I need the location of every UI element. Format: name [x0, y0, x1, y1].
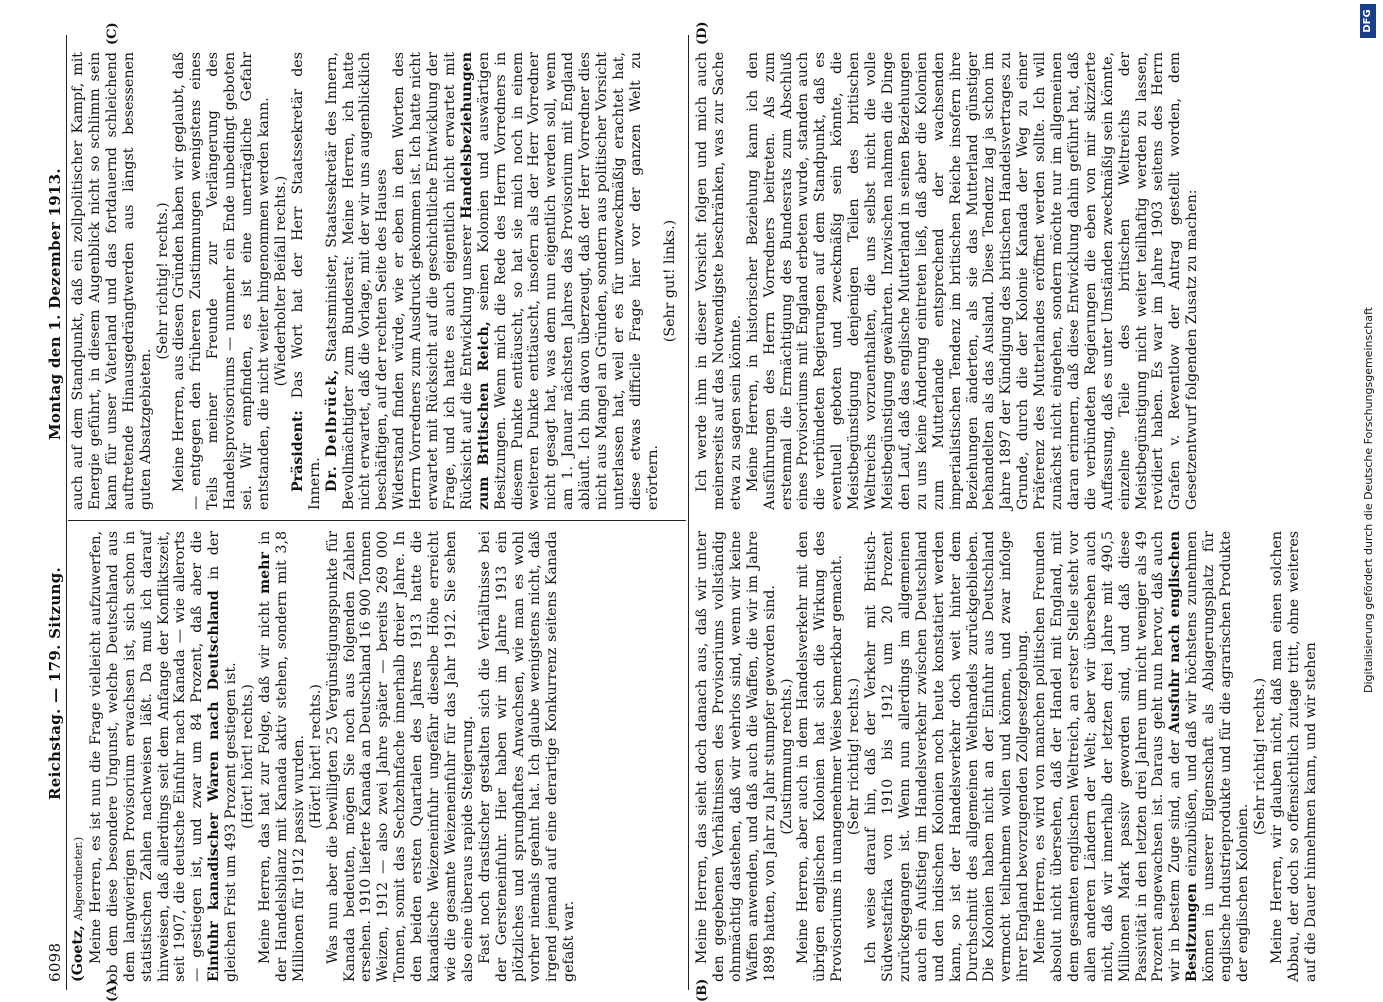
section-rule	[688, 35, 689, 990]
margin-mark-a: (A)	[105, 979, 120, 1002]
interjection: (Sehr richtig! rechts.)	[1251, 677, 1268, 836]
header-rule	[66, 35, 67, 990]
speaker-role: Abgeordneter.)	[72, 836, 85, 921]
digitization-credit: Digitalisierung gefördert durch die Deutsche Forschungsgemeinschaft	[1362, 307, 1375, 693]
paragraph: Meine Herren, es wird von manchen politischen Freunden absolut nicht übersehen, daß der Handel mit England, mit dem gesamten englischen Weltreich, an erster Stelle steht vor allen anderen Ländern der Welt; aber wir übersehen auch nicht, daß wir innerhalb der letzten drei Jahre mit 490,5 Millionen Mark passiv geworden sind, und daß diese Passivität in den letzten drei Jahren um nicht weniger als 49 Prozent angewachsen ist. Daraus geht nun hervor, daß auch wir in bestem Zuge sind, an der Ausfuhr nach englischen Besitzungen einzubüßen, und daß wir höchstens zunehmen können in unserer Eigenschaft als Ablagerungsplatz für englische Industrieprodukte und für die agrarischen Produkte der englischen Kolonien.	[1032, 530, 1251, 982]
speaker-line: Dr. Delbrück, Staatsminister, Staatssekretär des Innern, Bevollmächtigter zum Bundesrat: Meine Herren, ich hatte nicht erwartet, daß die Vorlage, mit der wir uns augenblicklich beschäftigen, auf der rechten Seite des Hauses	[323, 51, 391, 510]
interjection: (Zustimmung rechts.)	[778, 678, 795, 835]
margin-mark-c: (C)	[105, 22, 120, 45]
text-column-4	[694, 52, 1308, 510]
paragraph: Ich weise darauf hin, daß der Verkehr mit Britisch-Südwestafrika von 1910 bis 1912 um 20 Prozent zurückgegangen ist. Wenn nun allerdings im allgemeinen auch ein Aufstieg im Handelsverkehr zwischen Deutschland und den indischen Kolonien noch heute konstatiert werden kann, so ist der Handelsverkehr doch weit hinter dem Durchschnitt des allgemeinen Welthandels zurückgeblieben. Die Kolonien haben nicht an der Einfuhr aus Deutschland vermocht teilnehmen wollen und können, und zwar infolge ihrer England bevorzugenden Zollgesetzgebung.	[863, 531, 1032, 982]
page-date: Montag den 1. Dezember 1913.	[46, 168, 64, 440]
paragraph: Fast noch drastischer gestalten sich die Verhältnisse bei der Gersteneinfuhr. Hier haben wir im Jahre 1913 ein plötzliches und sprunghaftes Anwachsen, wie man es wohl vorher niemals geahnt hat. Ich glaube wenigstens nicht, daß irgend jemand auf eine derartige Konkurrenz seitens Kanada gefaßt war.	[476, 531, 578, 982]
interjection: (Sehr gut! links.)	[661, 219, 678, 343]
paragraph: Meine Herren, in historischer Beziehung kann ich den Ausführungen des Herrn Vorredners beitreten. Als zum erstenmal die Ermächtigung des Bundesrats zum Abschluß eines Provisoriums mit England erbeten wurde, standen auch die verbündeten Regierungen auf dem Standpunkt, daß es eventuell geboten und zweckmäßig sein könnte, die Meistbegünstigung denjenigen Teilen des britischen Weltreichs vorzuenthalten, die uns selbst nicht die volle Meistbegünstigung gewährten. Inzwischen nahmen die Dinge den Lauf, daß das englische Mutterland in seinen Beziehungen zu uns keine Änderung eintreten ließ, daß aber die Kolonien zum Mutterlande entsprechend der wachsenden imperialistischen Tendenz im britischen Reiche insofern ihre Beziehungen änderten, als sie das Mutterland günstiger behandelten als das Ausland. Diese Tendenz lag ja schon im Jahre 1897 der Kündigung des britischen Handelsvertrages zu Grunde, durch die der Kolonie Kanada der Weg zu einer Präferenz des Mutterlandes eröffnet werden sollte. Ich will zunächst nicht eingehen, sondern möchte nur im allgemeinen daran erinnern, daß diese Entwicklung dahin geführt hat, daß die verbündeten Regierungen die eben von mir skizzierte Auffassung, daß es unter Umständen zweckmäßig sein könnte, einzelne Teile des britischen Weltreichs der Meistbegünstigung nicht weiter teilhaftig werden zu lassen, revidiert haben. Es war im Jahre 1903 seitens des Herrn Grafen v. Reventlow der Antrag gestellt worden, dem Gesetzentwurf folgenden Zusatz zu machen:	[744, 52, 1201, 510]
interjection: (Sehr richtig! rechts.)	[846, 677, 863, 836]
margin-mark-b: (B)	[695, 978, 710, 1002]
paragraph: Widerstand finden würde, wie er eben in den Worten des Herrn Vorredners zum Ausdruck gekommen ist. Ich hatte nicht erwartet mit Rücksicht auf die geschichtliche Entwicklung der Frage, und ich hatte es auch eigentlich nicht erwartet mit Rücksicht auf die Entwicklung unserer Handelsbeziehungen zum Britischen Reich, seinen Kolonien und auswärtigen Besitzungen. Wenn mich die Rede des Herrn Vorredners in diesem Punkte enttäuscht, so hat sie mich noch in einem weiteren Punkte enttäuscht, insofern als der Herr Vorredner nicht gesagt hat, was denn nun eigentlich werden soll, wenn am 1. Januar nächsten Jahres das Provisorium mit England abläuft. Ich bin davon überzeugt, daß der Herr Vorredner dies nicht aus Mangel an Gründen, sondern aus politischer Vorsicht unterlassen hat, weil er es für unzweckmäßig erachtet hat, diese etwas difficile Frage hier vor der ganzen Welt zu erörtern.	[391, 51, 661, 510]
dfg-logo: DFG	[1360, 4, 1376, 38]
speaker-name: (Goetz,	[70, 925, 86, 982]
running-header: Reichstag. — 179. Sitzung.	[46, 566, 64, 800]
paragraph: Was nun aber die bewilligten 25 Vergünstigungspunkte für Kanada bedeuten, mögen Sie noch aus folgenden Zahlen ersehen. 1910 lieferte Kanada an Deutschland 16 900 Tonnen Weizen, 1912 — also zwei Jahre später — bereits 269 000 Tonnen, somit das Sechzehnfache innerhalb dreier Jahre. In den beiden ersten Quartalen des Jahres 1913 hatte die kanadische Weizeneinfuhr ungefähr dieselbe Höhe erreicht wie die gesamte Weizeneinfuhr für das Jahr 1912. Sie sehen also eine überaus rapide Steigerung.	[324, 531, 476, 982]
paragraph: Meine Herren, aber auch in dem Handelsverkehr mit den übrigen englischen Kolonien hat sich die Wirkung des Provisoriums in unangenehmer Weise bemerkbar gemacht.	[795, 531, 846, 982]
margin-mark-d: (D)	[695, 21, 710, 45]
speaker-line	[70, 531, 88, 982]
paragraph: auch auf dem Standpunkt, daß ein zollpolitischer Kampf, mit Energie geführt, in diesem Augenblick nicht so schlimm sein kann für unser Vaterland und das fortdauernd schleichend auftretende Hinausgedrängtwerden aus längst besessenen guten Absatzgebieten.	[70, 52, 154, 510]
paragraph: Ich werde ihm in dieser Vorsicht folgen und mich auch meinerseits auf das Notwendigste beschränken, was zur Sache etwa zu sagen sein könnte.	[694, 52, 744, 510]
paragraph: Meine Herren, es ist nun die Frage vielleicht aufzuwerfen, ob dem diese besondere Ungunst, welche Deutschland aus dem langwierigen Provisorium erwachsen ist, sich schon in statistischen Zahlen nachweisen läßt. Da muß ich darauf hinweisen, daß allerdings seit dem Anfange der Konfliktszeit, seit 1907, die deutsche Einfuhr nach Kanada — wie allerorts — gestiegen ist, und zwar um 84 Prozent, daß aber die Einfuhr kanadischer Waren nach Deutschland in der gleichen Frist um 493 Prozent gestiegen ist.	[87, 531, 240, 982]
paragraph: Meine Herren, wir glauben nicht, daß man einen solchen Abbau, der doch so offensichtlich zutage tritt, ohne weiteres auf die Dauer hinnehmen kann, und wir stehen	[1268, 531, 1319, 982]
paragraph: Meine Herren, das hat zur Folge, daß wir nicht mehr in der Handelsbilanz mit Kanada aktiv stehen, sondern mit 3,8 Millionen für 1912 passiv wurden.	[256, 531, 307, 982]
page-number: 6098	[46, 942, 64, 982]
president-line: Präsident: Das Wort hat der Herr Staatssekretär des Innern.	[289, 52, 323, 510]
interjection: (Hört! hört! rechts.)	[240, 684, 257, 829]
paragraph: Meine Herren, aus diesen Gründen haben wir geglaubt, daß — entgegen den früheren Zustimmungen wenigstens eines Teils meiner Freunde zur Verlängerung des Handelsprovisoriums — nunmehr ein Ende unbedingt geboten sei. Wir empfinden, es ist eine unerträgliche Gefahr entstanden, die nicht weiter hingenommen werden kann.	[171, 52, 272, 510]
interjection: (Sehr richtig! rechts.)	[154, 202, 171, 360]
text-column-3	[694, 530, 1319, 982]
interjection: (Wiederholter Beifall rechts.)	[272, 175, 289, 387]
interjection: (Hört! hört! rechts.)	[307, 684, 324, 829]
column-divider	[68, 520, 686, 521]
text-column-1	[70, 531, 682, 982]
text-column-2	[70, 52, 682, 510]
paragraph: Meine Herren, das sieht doch danach aus, daß wir unter den gegebenen Verhältnissen des Provisoriums vollständig ohnmächtig dastehen, daß wir wehrlos sind, wenn wir keine Waffen anwenden, und daß auch die Waffen, die wir im Jahre 1898 hatten, von Jahr zu Jahr stumpfer geworden sind.	[694, 531, 778, 982]
